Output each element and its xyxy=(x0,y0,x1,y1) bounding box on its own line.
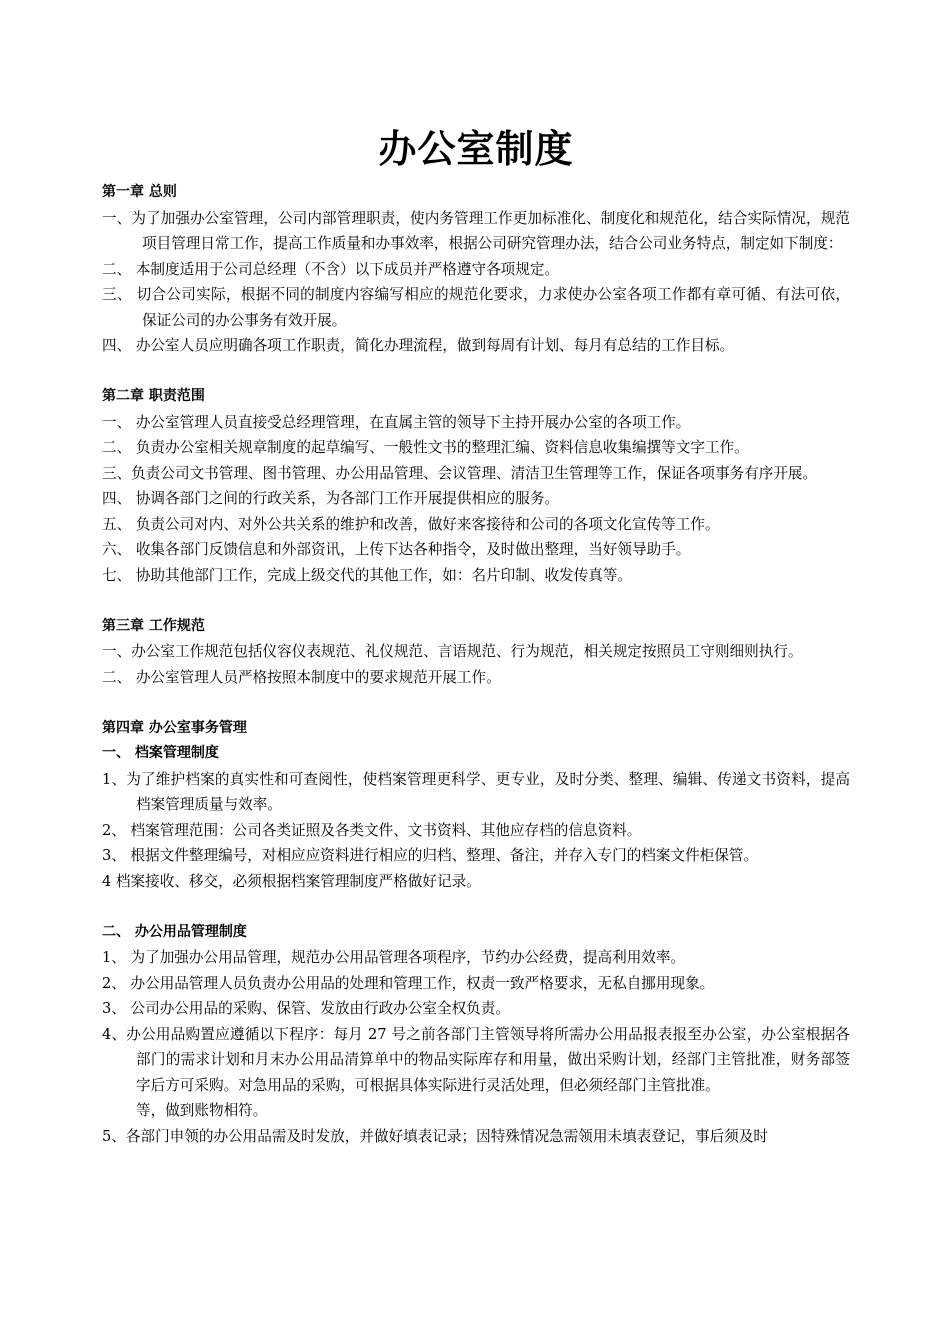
list-item: 3、 根据文件整理编号，对相应应资料进行相应的归档、整理、备注，并存入专门的档案文件柜保管。 xyxy=(102,847,759,864)
list-item: 4 档案接收、移交，必须根据档案管理制度严格做好记录。 xyxy=(102,872,481,890)
subsection-heading: 一、 档案管理制度 xyxy=(102,745,219,761)
list-item: 三、负责公司文书管理、图书管理、办公用品管理、会议管理、清洁卫生管理等工作，保证各项事务有序开展。 xyxy=(102,464,818,482)
chapter-heading: 第四章 办公室事务管理 xyxy=(102,719,247,736)
chapter-2 xyxy=(102,384,850,588)
subsection-office-supplies xyxy=(102,920,850,1150)
list-item: 1、为了维护档案的真实性和可查阅性，使档案管理更科学、更专业，及时分类、整理、编辑、传递文书资料，提高档案管理质量与效率。 xyxy=(102,770,850,813)
list-item: 七、 协助其他部门工作，完成上级交代的其他工作，如：名片印制、收发传真等。 xyxy=(102,566,633,584)
chapter-1 xyxy=(102,180,850,359)
chapter-heading: 第三章 工作规范 xyxy=(102,617,205,634)
list-item: 二、 本制度适用于公司总经理（不含）以下成员并严格遵守各项规定。 xyxy=(102,260,560,278)
list-item: 二、 办公室管理人员严格按照本制度中的要求规范开展工作。 xyxy=(102,668,501,686)
list-item: 一、为了加强办公室管理，公司内部管理职责，使内务管理工作更加标准化、制度化和规范化，结合实际情况，规范项目管理日常工作，提高工作质量和办事效率，根据公司研究管理办法，结合公司业务特点，制定如下制度： xyxy=(102,209,850,252)
list-item: 四、 办公室人员应明确各项工作职责，简化办理流程，做到每周有计划、每月有总结的工作目标。 xyxy=(102,337,735,354)
spacer xyxy=(102,359,850,385)
page-title: 办公室制度 xyxy=(378,127,574,171)
list-item: 4、办公用品购置应遵循以下程序：每月 27 号之前各部门主管领导将所需办公用品报表报至办公室，办公室根据各部门的需求计划和月末办公用品清算单中的物品实际库存和用量，做出采购计划，经部门主管批准，财务部签字后方可采购。对急用品的采购，可根据具体实际进行灵活处理，但必须经部门主管批准。 xyxy=(102,1025,850,1094)
subsection-archives xyxy=(102,741,850,894)
list-item: 二、 负责办公室相关规章制度的起草编写、一般性文书的整理汇编、资料信息收集编撰等文字工作。 xyxy=(102,439,749,456)
subsection-heading: 二、 办公用品管理制度 xyxy=(102,923,247,940)
list-item: 五、 负责公司对内、对外公共关系的维护和改善，做好来客接待和公司的各项文化宣传等工作。 xyxy=(102,515,720,533)
list-item: 一、办公室工作规范包括仪容仪表规范、礼仪规范、言语规范、行为规范，相关规定按照员工守则细则执行。 xyxy=(102,643,803,660)
list-item: 六、 收集各部门反馈信息和外部资讯，上传下达各种指令，及时做出整理，当好领导助手。 xyxy=(102,541,691,558)
chapter-4 xyxy=(102,716,850,1150)
list-item: 1、 为了加强办公用品管理，规范办公用品管理各项程序，节约办公经费，提高利用效率。 xyxy=(102,949,686,966)
chapter-heading: 第一章 总则 xyxy=(102,184,177,200)
list-item: 2、 档案管理范围：公司各类证照及各类文件、文书资料、其他应存档的信息资料。 xyxy=(102,821,642,839)
list-item: 一、 办公室管理人员直接受总经理管理，在直属主管的领导下主持开展办公室的各项工作。 xyxy=(102,413,691,431)
chapter-3 xyxy=(102,614,850,691)
list-item: 3、 公司办公用品的采购、保管、发放由行政办公室全权负责。 xyxy=(102,1000,510,1017)
spacer xyxy=(102,690,850,716)
spacer xyxy=(102,588,850,614)
continuation-note: 等，做到账物相符。 xyxy=(136,1102,268,1119)
list-item: 5、各部门申领的办公用品需及时发放，并做好填表记录；因特殊情况急需领用未填表登记，事后须及时 xyxy=(102,1127,769,1145)
list-item: 四、 协调各部门之间的行政关系，为各部门工作开展提供相应的服务。 xyxy=(102,490,560,507)
list-item: 三、 切合公司实际，根据不同的制度内容编写相应的规范化要求，力求使办公室各项工作都有章可循、有法可依，保证公司的办公事务有效开展。 xyxy=(102,286,850,329)
chapter-heading: 第二章 职责范围 xyxy=(102,388,205,404)
list-item: 2、 办公用品管理人员负责办公用品的处理和管理工作，权责一致严格要求，无私自挪用现象。 xyxy=(102,974,715,992)
spacer xyxy=(102,894,850,920)
